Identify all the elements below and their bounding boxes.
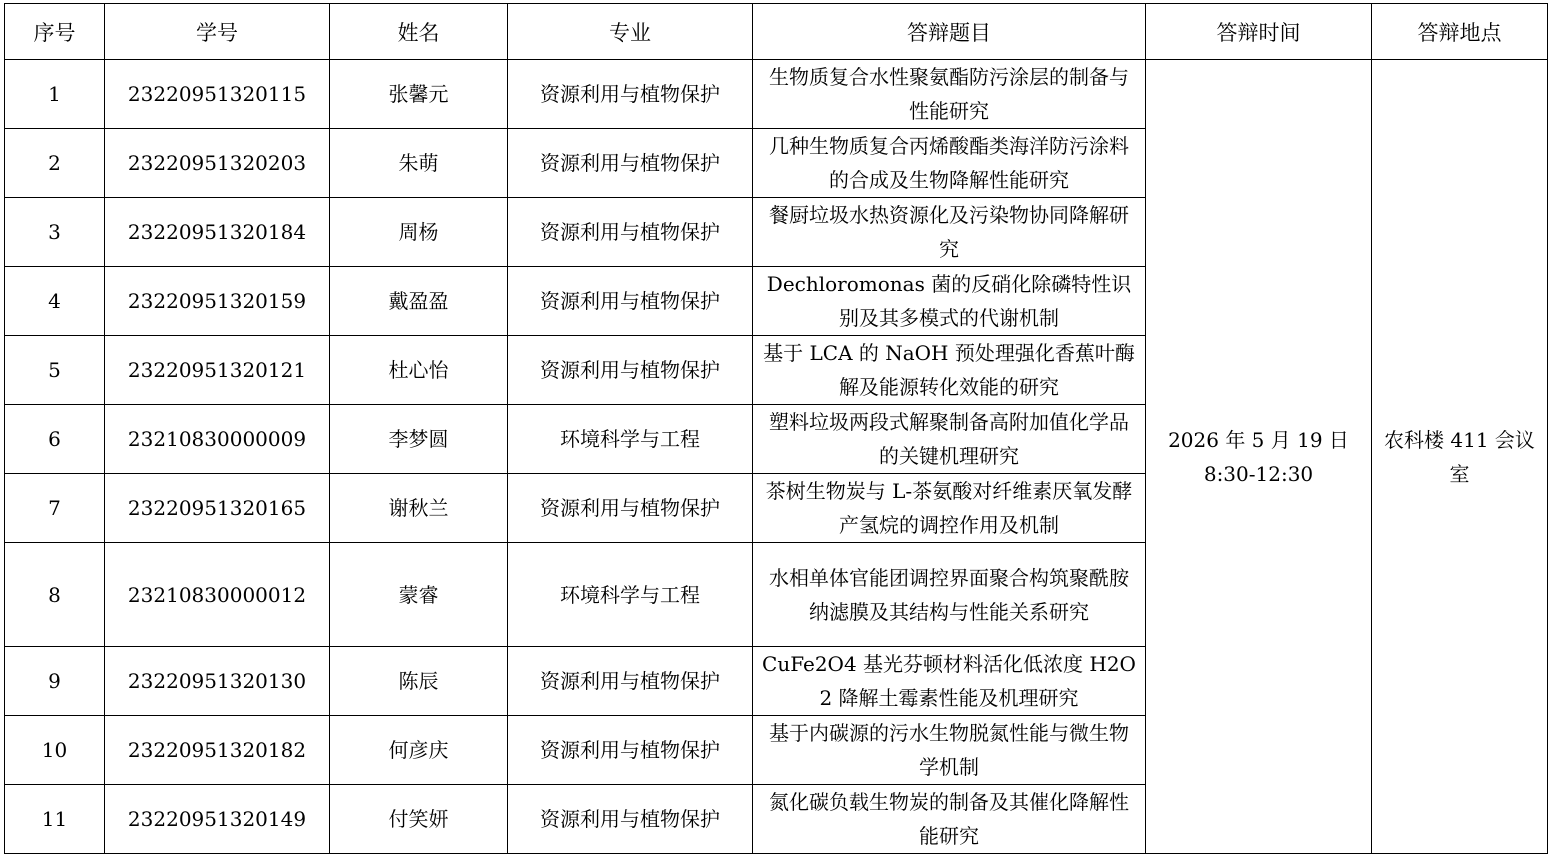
col-header-title: 答辩题目 [753,4,1146,60]
cell-name: 周杨 [330,198,508,267]
cell-name: 何彦庆 [330,716,508,785]
cell-title: 氮化碳负载生物炭的制备及其催化降解性能研究 [753,785,1146,854]
cell-student-id: 23220951320184 [105,198,330,267]
cell-defense-place: 农科楼 411 会议室 [1372,60,1548,854]
cell-title: 餐厨垃圾水热资源化及污染物协同降解研究 [753,198,1146,267]
cell-student-id: 23220951320130 [105,647,330,716]
cell-major: 资源利用与植物保护 [508,198,753,267]
cell-seq: 2 [5,129,105,198]
col-header-time: 答辩时间 [1146,4,1372,60]
col-header-name: 姓名 [330,4,508,60]
table-row [5,60,1548,129]
header-row [5,4,1548,60]
cell-student-id: 23220951320203 [105,129,330,198]
cell-seq: 9 [5,647,105,716]
cell-major: 资源利用与植物保护 [508,129,753,198]
defense-date: 2026 年 5 月 19 日 [1168,427,1349,452]
cell-title: 茶树生物炭与 L-茶氨酸对纤维素厌氧发酵产氢烷的调控作用及机制 [753,474,1146,543]
cell-student-id: 23220951320182 [105,716,330,785]
cell-seq: 1 [5,60,105,129]
col-header-seq: 序号 [5,4,105,60]
cell-seq: 4 [5,267,105,336]
cell-name: 陈辰 [330,647,508,716]
cell-seq: 6 [5,405,105,474]
col-header-student-id: 学号 [105,4,330,60]
cell-defense-time [1146,60,1372,854]
cell-title: 基于内碳源的污水生物脱氮性能与微生物学机制 [753,716,1146,785]
cell-student-id: 23210830000009 [105,405,330,474]
cell-name: 付笑妍 [330,785,508,854]
cell-student-id: 23220951320115 [105,60,330,129]
cell-seq: 3 [5,198,105,267]
cell-name: 戴盈盈 [330,267,508,336]
defense-hours: 8:30-12:30 [1203,461,1314,486]
cell-title: 基于 LCA 的 NaOH 预处理强化香蕉叶酶解及能源转化效能的研究 [753,336,1146,405]
cell-name: 谢秋兰 [330,474,508,543]
col-header-major: 专业 [508,4,753,60]
cell-student-id: 23210830000012 [105,543,330,647]
cell-seq: 10 [5,716,105,785]
cell-title: 几种生物质复合丙烯酸酯类海洋防污涂料的合成及生物降解性能研究 [753,129,1146,198]
cell-major: 资源利用与植物保护 [508,716,753,785]
cell-seq: 8 [5,543,105,647]
cell-seq: 5 [5,336,105,405]
cell-major: 资源利用与植物保护 [508,785,753,854]
cell-title: Dechloromonas 菌的反硝化除磷特性识别及其多模式的代谢机制 [753,267,1146,336]
cell-seq: 11 [5,785,105,854]
cell-student-id: 23220951320159 [105,267,330,336]
defense-schedule-table [4,3,1548,854]
cell-title: 塑料垃圾两段式解聚制备高附加值化学品的关键机理研究 [753,405,1146,474]
cell-major: 环境科学与工程 [508,405,753,474]
cell-name: 蒙睿 [330,543,508,647]
cell-name: 张馨元 [330,60,508,129]
cell-name: 李梦圆 [330,405,508,474]
cell-seq: 7 [5,474,105,543]
cell-major: 环境科学与工程 [508,543,753,647]
cell-major: 资源利用与植物保护 [508,647,753,716]
cell-student-id: 23220951320121 [105,336,330,405]
cell-name: 朱萌 [330,129,508,198]
cell-major: 资源利用与植物保护 [508,474,753,543]
cell-student-id: 23220951320149 [105,785,330,854]
col-header-place: 答辩地点 [1372,4,1548,60]
cell-student-id: 23220951320165 [105,474,330,543]
cell-major: 资源利用与植物保护 [508,267,753,336]
cell-major: 资源利用与植物保护 [508,60,753,129]
cell-title: CuFe2O4 基光芬顿材料活化低浓度 H2O2 降解土霉素性能及机理研究 [753,647,1146,716]
cell-name: 杜心怡 [330,336,508,405]
cell-major: 资源利用与植物保护 [508,336,753,405]
cell-title: 水相单体官能团调控界面聚合构筑聚酰胺纳滤膜及其结构与性能关系研究 [753,543,1146,647]
cell-title: 生物质复合水性聚氨酯防污涂层的制备与性能研究 [753,60,1146,129]
